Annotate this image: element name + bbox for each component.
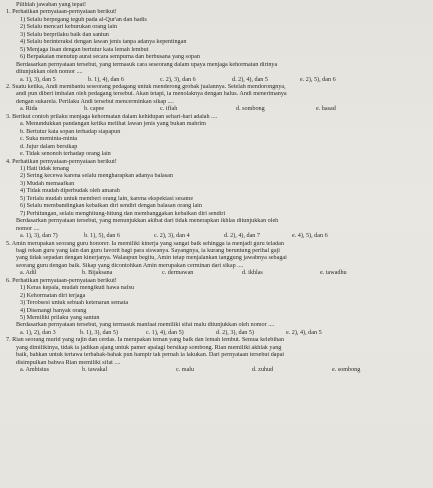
answer-option: b. 1), 4), dan 6 bbox=[88, 76, 124, 83]
text-line: Berdasarkan pernyataan tersebut, yang menunjukkan akibat dari tidak menerapkan ikhlas ditunjukkan oleh bbox=[16, 218, 279, 225]
text-line: dengan sukarela. Perilaku Andi tersebut mencerminkan sikap .... bbox=[16, 98, 174, 105]
text-line: yang dimilikinya, tidak ia jadikan ajang untuk pamer apalagi bersikap sombong. Rian memiliki akhlak yang bbox=[16, 344, 282, 351]
text-line: 6. Perhatikan pernyataan-pernyataan berikut! bbox=[6, 277, 117, 284]
answer-option: e. hasad bbox=[316, 106, 336, 113]
text-line: baik, bahkan untuk tertawa terbahak-bahak pun hampir tak pernah ia lakukan. Dari pernyataan tersebut dapat bbox=[16, 352, 285, 359]
text-line: 4) Selalu berinteraksi dengan lawan jenis tanpa adanya kepentingan bbox=[20, 39, 187, 46]
answer-option: a. 1), 2), dan 3 bbox=[20, 329, 56, 336]
text-line: 7) Perhitungan, selalu menghitung-hitung dan membanggakan kebaikan diri sendiri bbox=[20, 210, 226, 217]
answer-option: d. zuhud bbox=[252, 367, 274, 374]
text-line: 6) Berpakaian menutup aurat secara sempurna dan berbusana yang sopan bbox=[20, 54, 200, 61]
text-line: a. Menundukkan pandangan ketika melihat lawan jenis yang bukan mahrim bbox=[20, 121, 206, 128]
text-line: 2) Sering kecewa karena selalu mengharapkan adanya balasan bbox=[20, 173, 173, 180]
text-line: 2. Suatu ketika, Andi membantu seseorang pedagang untuk menderong grobak jualannya. Setelah mendorongnya, bbox=[6, 83, 286, 90]
answer-option: a. 1), 3), dan 5 bbox=[20, 76, 56, 83]
text-line: 5) Memiliki prilaku yang santun bbox=[20, 315, 100, 322]
text-line: b. Bertutur kata sopan terhadap siapapun bbox=[20, 128, 121, 135]
text-line: c. Suka meminta-minta bbox=[20, 136, 78, 143]
answer-option: c. dermawan bbox=[162, 270, 194, 277]
answer-option: a. Rida bbox=[20, 106, 38, 113]
answer-options bbox=[6, 330, 427, 337]
text-line: 3) Mudah memaafkan bbox=[20, 180, 75, 187]
text-line: Pilihlah jawaban yang tepat! bbox=[16, 2, 87, 8]
answer-option: e. tawadhu bbox=[320, 270, 347, 277]
text-line: andi pun diberi imbalan oleh pedagang tersebut. Akan tetapi, ia menolaknya dengan halus. Andi menerimanya bbox=[16, 91, 287, 98]
answer-option: b. 1), 5), dan 6 bbox=[84, 233, 120, 240]
answer-options bbox=[6, 106, 427, 113]
text-line: 5) Menjaga lisan dengan bertutur kata lemah lembut bbox=[20, 46, 149, 53]
answer-option: e. 2), 4), dan 5 bbox=[286, 329, 322, 336]
text-line: d. Jujur dalam bersikap bbox=[20, 143, 78, 150]
answer-option: b. tawakal bbox=[82, 367, 108, 374]
text-line: 2) Kehormatan diri terjaga bbox=[20, 292, 86, 299]
answer-option: e. 2), 5), dan 6 bbox=[300, 76, 336, 83]
text-line: 3) Terobsesi untuk sebuah ketenaran semata bbox=[20, 300, 129, 307]
answer-options bbox=[6, 233, 427, 240]
text-line: 6) Selalu membandingkan kebaikan diri sendiri dengan balasan orang lain bbox=[20, 203, 202, 210]
text-line: 1) Hati tidak tenang bbox=[20, 165, 69, 172]
text-line: yang tidak sepadan dengan kinerjanya. Walaupun begitu, Amin tetap menjalankan tanggung jawabnya sebagai bbox=[16, 255, 287, 262]
text-line: nomor .... bbox=[16, 225, 40, 232]
text-line: disimpulkan bahwa Rian memiliki sifat .... bbox=[16, 359, 121, 366]
answer-option: b. Bijaksana bbox=[82, 270, 113, 277]
text-line: 1. Perhatikan pernyataan-pernyataan berikut! bbox=[6, 9, 117, 16]
answer-option: c. 2), 3), dan 4 bbox=[154, 233, 190, 240]
answer-option: c. malu bbox=[176, 367, 195, 374]
text-line: Berdasarkan pernyataan tersebut, yang termasuk manfaat memiliki sifat malu ditunjukkan oleh nomor .... bbox=[16, 322, 275, 329]
text-line: 3. Berikut contoh prilaku menjaga kehormatan dalam kehidupan sehari-hari adalah .... bbox=[6, 113, 218, 120]
answer-option: d. 2), 3), dan 5) bbox=[216, 329, 255, 336]
answer-option: e. sombong bbox=[332, 367, 361, 374]
text-line: 2) Selalu mencari keburukan orang lain bbox=[20, 24, 118, 31]
answer-option: a. 1), 3), dan 7) bbox=[20, 233, 58, 240]
text-line: 5. Amin merupakan seorang guru honorer. Ia memiliki kinerja yang sangat baik sehingga ia menjadi guru teladan bbox=[6, 240, 284, 247]
answer-option: e. 4), 5), dan 6 bbox=[292, 233, 328, 240]
text-line: 4) Tidak mudah diperbudak oleh amarah bbox=[20, 188, 120, 195]
answer-option: d. sombong bbox=[236, 106, 265, 113]
text-line: Berdasarkan pernyataan tersebut, yang termasuk cara seseorang dalam upaya menjaga kehormatan dirinya bbox=[16, 61, 278, 68]
text-line: 1) Selalu berpegang teguh pada al-Qur'an dan hadis bbox=[20, 16, 147, 23]
text-line: bagi rekan guru yang lain dan guru favorit bagi para siswanya. Sayangnya, ia kurang beruntung perihal gaji bbox=[16, 247, 280, 254]
text-line: 1) Keras kepala, mudah mengikuti hawa nafsu bbox=[20, 285, 135, 292]
answer-option: d. 2), 4), dan 5 bbox=[232, 76, 268, 83]
answer-option: d. ikhlas bbox=[242, 270, 263, 277]
text-line: ditunjukkan oleh nomor .... bbox=[16, 69, 83, 76]
text-line: e. Tidak senonoh terhadap orang lain bbox=[20, 151, 111, 158]
answer-options bbox=[6, 367, 427, 374]
text-line: 4) Disenangi banyak orang bbox=[20, 307, 87, 314]
answer-option: c. 1), 4), dan 5) bbox=[146, 329, 184, 336]
text-line: 5) Terlalu mudah untuk memberi orang lain, karena ekspektasi sesame bbox=[20, 195, 194, 202]
text-line: 3) Selalu berprilaku baik dan santun bbox=[20, 31, 109, 38]
text-line: seorang guru dengan baik. Sikap yang dicontohkan Amin merupakan cerminan dari sikap .... bbox=[16, 262, 244, 269]
answer-option: a. Ambisius bbox=[20, 367, 49, 374]
answer-options bbox=[6, 270, 427, 277]
text-line: 7. Rian seorang murid yang rajin dan cerdas. Ia merupakan teman yang baik dan lemah lembut. Semua kelebihan bbox=[6, 337, 284, 344]
answer-option: b. 1), 3), dan 5) bbox=[80, 329, 119, 336]
answer-option: d. 2), 4), dan 7 bbox=[224, 233, 260, 240]
answer-option: b. capee bbox=[84, 106, 105, 113]
answer-options bbox=[6, 77, 427, 84]
answer-option: c. iffah bbox=[160, 106, 178, 113]
answer-option: c. 2), 3), dan 6 bbox=[160, 76, 196, 83]
answer-option: a. Adil bbox=[20, 270, 37, 277]
text-line: 4. Perhatikan pernyataan-pernyataan berikut! bbox=[6, 158, 117, 165]
